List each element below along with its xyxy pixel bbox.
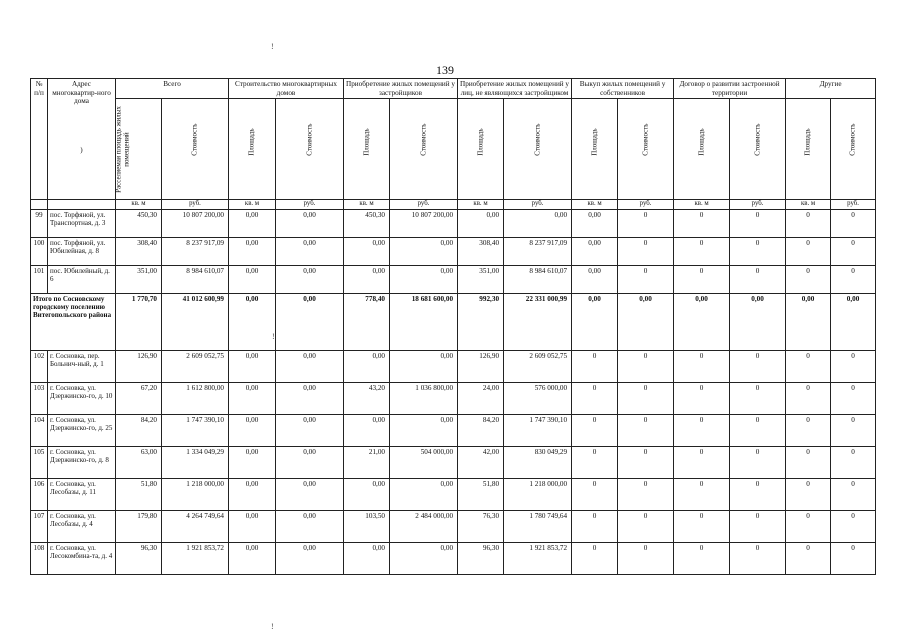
total-row [31,293,876,350]
row-value-cell: 1 921 853,72 [162,542,229,574]
table-row [31,209,876,237]
subheader-cost: Стоимость [276,99,344,200]
row-value-cell: 0,00 [276,478,344,510]
unit-cell: кв. м [116,200,162,210]
header-address-label: Адрес многоквартир-ного дома [52,80,111,106]
row-value-cell: 0,00 [229,265,276,293]
row-value-cell: 84,20 [458,414,504,446]
row-value-cell: 126,90 [458,350,504,382]
row-address: г. Сосновка, ул. Лесобазы, д. 4 [48,510,116,542]
units-spacer [31,200,48,210]
row-address: г. Сосновка, ул. Дзержинско-го, д. 8 [48,446,116,478]
subheader-area: Площадь [786,99,831,200]
row-value-cell: 0 [831,510,876,542]
row-value-cell: 0,00 [390,237,458,265]
row-value-cell: 0 [618,542,674,574]
row-value-cell: 1 747 390,10 [504,414,572,446]
table-row [31,510,876,542]
row-value-cell: 8 237 917,09 [504,237,572,265]
total-cell: 18 681 600,00 [390,293,458,350]
row-value-cell: 0 [572,350,618,382]
row-value-cell: 0,00 [572,209,618,237]
row-value-cell: 0,00 [390,265,458,293]
subheader-area: Площадь [674,99,730,200]
row-number: 99 [31,209,48,237]
row-value-cell: 0,00 [344,478,390,510]
row-value-cell: 0 [786,510,831,542]
row-value-cell: 51,80 [116,478,162,510]
unit-cell: кв. м [458,200,504,210]
row-value-cell: 0 [674,414,730,446]
row-value-cell: 0 [730,265,786,293]
row-value-cell: 10 807 200,00 [390,209,458,237]
unit-cell: кв. м [674,200,730,210]
total-cell: 992,30 [458,293,504,350]
scan-mark-bottom: ! [271,622,274,631]
row-value-cell: 0 [572,478,618,510]
row-value-cell: 0 [730,414,786,446]
header-purchase-developers: Приобретение жилых помещений у застройщиков [344,79,458,99]
scan-mark-mid: ! [272,332,275,341]
row-address: г. Сосновка, ул. Лесобазы, д. 11 [48,478,116,510]
subheader-cost: Стоимость [162,99,229,200]
table-body-upper [31,209,876,293]
row-value-cell: 2 484 000,00 [390,510,458,542]
row-value-cell: 830 049,29 [504,446,572,478]
row-value-cell: 2 609 052,75 [162,350,229,382]
row-value-cell: 0 [730,209,786,237]
row-value-cell: 0 [618,265,674,293]
row-number: 101 [31,265,48,293]
row-value-cell: 0,00 [458,209,504,237]
unit-cell: кв. м [572,200,618,210]
row-value-cell: 0,00 [229,237,276,265]
total-cell: 0,00 [229,293,276,350]
row-value-cell: 0 [831,542,876,574]
row-value-cell: 0 [786,265,831,293]
row-value-cell: 0 [674,478,730,510]
subheader-cost: Стоимость [831,99,876,200]
row-value-cell: 0 [674,237,730,265]
table-row [31,446,876,478]
total-cell: 0,00 [831,293,876,350]
page-number: 139 [436,63,454,77]
unit-cell: руб. [162,200,229,210]
row-value-cell: 8 984 610,07 [162,265,229,293]
row-value-cell: 0,00 [276,446,344,478]
row-value-cell: 0 [831,382,876,414]
row-value-cell: 0 [618,350,674,382]
row-value-cell: 0,00 [572,265,618,293]
row-number: 104 [31,414,48,446]
header-other: Другие [786,79,876,99]
table-row [31,382,876,414]
row-value-cell: 21,00 [344,446,390,478]
row-value-cell: 0 [730,542,786,574]
table-row [31,478,876,510]
row-value-cell: 576 000,00 [504,382,572,414]
row-value-cell: 0 [674,265,730,293]
row-value-cell: 2 609 052,75 [504,350,572,382]
row-value-cell: 51,80 [458,478,504,510]
row-value-cell: 0 [786,542,831,574]
row-value-cell: 0,00 [229,350,276,382]
row-value-cell: 0 [674,510,730,542]
table-row [31,265,876,293]
row-value-cell: 1 218 000,00 [504,478,572,510]
row-value-cell: 0,00 [276,382,344,414]
row-value-cell: 0,00 [229,542,276,574]
row-value-cell: 42,00 [458,446,504,478]
row-value-cell: 0 [831,209,876,237]
row-value-cell: 450,30 [344,209,390,237]
table-row [31,350,876,382]
row-value-cell: 0,00 [229,510,276,542]
row-value-cell: 1 218 000,00 [162,478,229,510]
row-value-cell: 76,30 [458,510,504,542]
row-value-cell: 0 [786,209,831,237]
row-value-cell: 0,00 [276,265,344,293]
subheader-area: Площадь [344,99,390,200]
row-value-cell: 0 [831,350,876,382]
row-value-cell: 1 780 749,64 [504,510,572,542]
row-address: пос. Торфяной, ул. Транспортная, д. 3 [48,209,116,237]
row-address: г. Сосновка, пер. Больнич-ный, д. 1 [48,350,116,382]
row-value-cell: 0 [786,414,831,446]
row-value-cell: 0,00 [390,414,458,446]
row-value-cell: 0,00 [229,209,276,237]
row-value-cell: 0 [786,382,831,414]
row-value-cell: 0,00 [572,237,618,265]
scan-mark-top: ! [271,42,274,51]
row-value-cell: 0 [618,237,674,265]
row-value-cell: 0 [674,542,730,574]
unit-cell: руб. [618,200,674,210]
row-value-cell: 0 [730,510,786,542]
row-address: пос. Торфяной, ул. Юбилейная, д. 8 [48,237,116,265]
row-value-cell: 0 [831,265,876,293]
total-label: Итого по Сосновскому городскому поселению Витегопольского района [31,293,116,350]
row-value-cell: 96,30 [458,542,504,574]
row-value-cell: 0 [730,237,786,265]
row-value-cell: 0,00 [276,542,344,574]
row-value-cell: 0 [618,446,674,478]
row-value-cell: 0 [618,209,674,237]
row-value-cell: 0 [674,209,730,237]
row-value-cell: 0,00 [344,265,390,293]
row-value-cell: 0 [572,414,618,446]
row-number: 107 [31,510,48,542]
table-body-lower [31,350,876,574]
total-cell: 0,00 [786,293,831,350]
subheader-cost: Стоимость [730,99,786,200]
row-value-cell: 1 747 390,10 [162,414,229,446]
row-value-cell: 0 [831,478,876,510]
row-number: 105 [31,446,48,478]
row-value-cell: 351,00 [458,265,504,293]
row-value-cell: 103,50 [344,510,390,542]
row-value-cell: 0,00 [229,382,276,414]
unit-cell: руб. [504,200,572,210]
row-value-cell: 0,00 [504,209,572,237]
row-value-cell: 0 [730,478,786,510]
unit-cell: руб. [831,200,876,210]
row-number: 100 [31,237,48,265]
row-number: 108 [31,542,48,574]
total-cell: 0,00 [730,293,786,350]
row-value-cell: 0,00 [276,237,344,265]
unit-cell: руб. [390,200,458,210]
row-value-cell: 8 984 610,07 [504,265,572,293]
row-value-cell: 0 [618,478,674,510]
total-cell: 41 012 600,99 [162,293,229,350]
row-value-cell: 10 807 200,00 [162,209,229,237]
row-value-cell: 0,00 [229,414,276,446]
subheader-cost: Стоимость [504,99,572,200]
unit-cell: кв. м [344,200,390,210]
header-development-agreement: Договор о развитии застроенной территории [674,79,786,99]
row-value-cell: 0,00 [344,237,390,265]
row-value-cell: 351,00 [116,265,162,293]
total-cell: 0,00 [674,293,730,350]
total-cell: 778,40 [344,293,390,350]
row-value-cell: 0 [730,350,786,382]
units-row [31,200,876,210]
row-value-cell: 0,00 [390,542,458,574]
unit-cell: руб. [276,200,344,210]
row-number: 102 [31,350,48,382]
row-value-cell: 504 000,00 [390,446,458,478]
header-address [48,79,116,200]
row-value-cell: 0 [572,382,618,414]
row-value-cell: 0 [831,446,876,478]
row-value-cell: 308,40 [116,237,162,265]
header-construction: Строительство многоквартирных домов [229,79,344,99]
header-row-groups [31,79,876,99]
row-value-cell: 0,00 [344,542,390,574]
row-number: 106 [31,478,48,510]
row-value-cell: 8 237 917,09 [162,237,229,265]
row-value-cell: 0,00 [344,350,390,382]
row-value-cell: 0 [572,510,618,542]
row-value-cell: 0,00 [276,209,344,237]
row-number: 103 [31,382,48,414]
header-total: Всего [116,79,229,99]
unit-cell: кв. м [786,200,831,210]
row-value-cell: 0,00 [276,414,344,446]
unit-cell: руб. [730,200,786,210]
table-row [31,414,876,446]
row-value-cell: 63,00 [116,446,162,478]
row-value-cell: 0,00 [229,446,276,478]
row-value-cell: 450,30 [116,209,162,237]
row-value-cell: 84,20 [116,414,162,446]
row-value-cell: 1 612 800,00 [162,382,229,414]
row-value-cell: 0 [730,446,786,478]
header-purchase-nondevelopers: Приобретение жилых помещений у лиц, не являющихся застройщиком [458,79,572,99]
housing-resettlement-table [30,78,876,575]
header-buyout: Выкуп жилых помещений у собственников [572,79,674,99]
total-cell: 0,00 [618,293,674,350]
row-value-cell: 0 [831,237,876,265]
subheader-area-total: Расселяемая площадь жилых помещений [116,99,162,200]
row-value-cell: 0 [674,382,730,414]
subheader-cost: Стоимость [618,99,674,200]
units-spacer [48,200,116,210]
row-value-cell: 179,80 [116,510,162,542]
row-value-cell: 0,00 [390,350,458,382]
total-cell: 1 770,70 [116,293,162,350]
row-value-cell: 1 036 800,00 [390,382,458,414]
row-value-cell: 1 334 049,29 [162,446,229,478]
row-value-cell: 126,90 [116,350,162,382]
row-value-cell: 0 [786,446,831,478]
row-value-cell: 0,00 [229,478,276,510]
row-value-cell: 308,40 [458,237,504,265]
row-value-cell: 96,30 [116,542,162,574]
row-value-cell: 67,20 [116,382,162,414]
row-value-cell: 4 264 749,64 [162,510,229,542]
row-value-cell: 0 [786,478,831,510]
row-value-cell: 0 [572,446,618,478]
row-value-cell: 0 [831,414,876,446]
subheader-area: Площадь [229,99,276,200]
row-value-cell: 1 921 853,72 [504,542,572,574]
row-value-cell: 0 [786,350,831,382]
subheader-area: Площадь [572,99,618,200]
row-address: пос. Юбилейный, д. 6 [48,265,116,293]
row-address: г. Сосновка, ул. Дзержинско-го, д. 25 [48,414,116,446]
row-value-cell: 0 [618,382,674,414]
table-row [31,237,876,265]
unit-cell: кв. м [229,200,276,210]
row-value-cell: 0 [674,350,730,382]
row-value-cell: 0,00 [390,478,458,510]
header-row-subcolumns [31,99,876,200]
row-value-cell: 43,20 [344,382,390,414]
row-value-cell: 0 [618,414,674,446]
total-cell: 0,00 [572,293,618,350]
subheader-area: Площадь [458,99,504,200]
row-address: г. Сосновка, ул. Дзержинско-го, д. 10 [48,382,116,414]
total-cell: 22 331 000,99 [504,293,572,350]
row-value-cell: 0 [674,446,730,478]
header-num: № п/п [31,79,48,200]
row-value-cell: 24,00 [458,382,504,414]
header-address-mark: ) [80,145,83,154]
table-body-total [31,293,876,350]
total-cell: 0,00 [276,293,344,350]
row-value-cell: 0 [786,237,831,265]
row-address: г. Сосновка, ул. Лесокомбина-та, д. 4 [48,542,116,574]
subheader-cost: Стоимость [390,99,458,200]
row-value-cell: 0 [730,382,786,414]
table-row [31,542,876,574]
row-value-cell: 0,00 [276,510,344,542]
row-value-cell: 0 [618,510,674,542]
row-value-cell: 0 [572,542,618,574]
row-value-cell: 0,00 [344,414,390,446]
row-value-cell: 0,00 [276,350,344,382]
